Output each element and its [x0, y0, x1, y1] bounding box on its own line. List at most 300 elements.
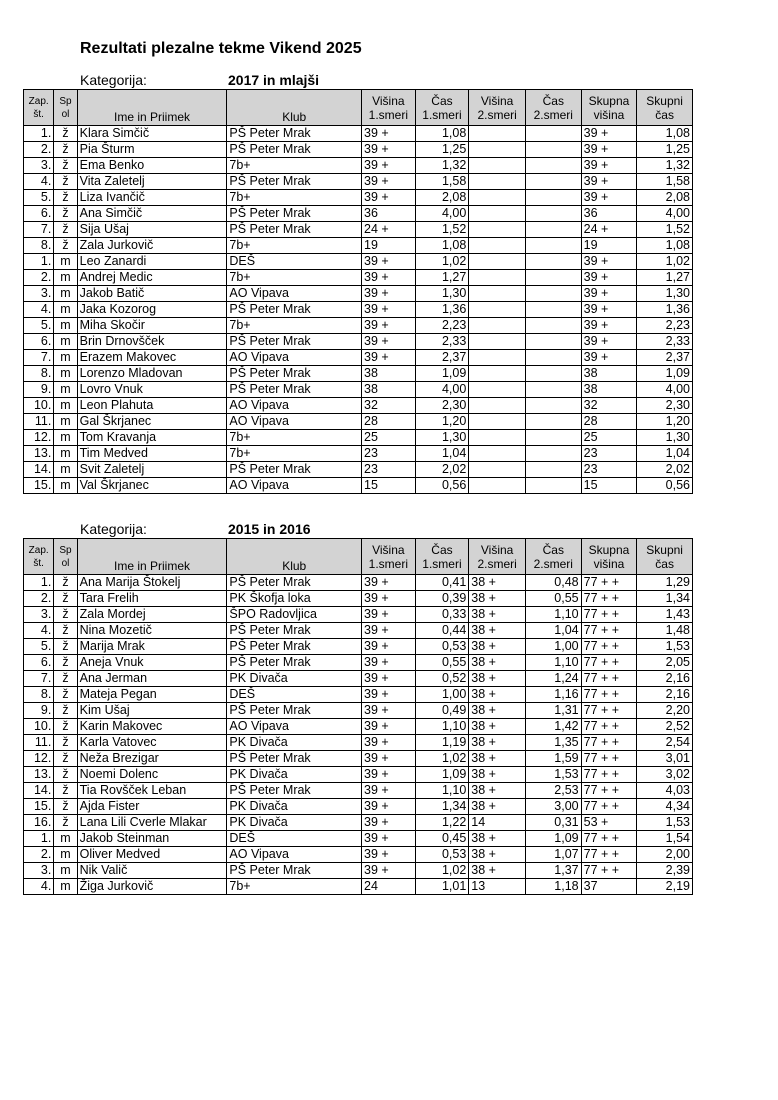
cell-time-route-1: 0,53	[415, 847, 469, 863]
cell-height-route-2	[469, 446, 526, 462]
cell-total-height: 39 +	[581, 142, 637, 158]
cell-time-route-1: 0,41	[415, 575, 469, 591]
cell-total-height: 39 +	[581, 270, 637, 286]
cell-time-route-1: 1,08	[415, 126, 469, 142]
cell-time-route-1: 4,00	[415, 382, 469, 398]
cell-height-route-2: 38 +	[469, 703, 526, 719]
cell-time-route-1: 1,02	[415, 863, 469, 879]
cell-rank: 6.	[24, 334, 54, 350]
cell-height-route-1: 39 +	[362, 270, 416, 286]
cell-height-route-2: 14	[469, 815, 526, 831]
cell-total-time: 2,16	[637, 687, 693, 703]
cell-height-route-1: 38	[362, 366, 416, 382]
cell-height-route-1: 39 +	[362, 623, 416, 639]
cell-total-time: 1,09	[637, 366, 693, 382]
cell-height-route-2: 38 +	[469, 607, 526, 623]
cell-name: Marija Mrak	[77, 639, 227, 655]
cell-name: Jaka Kozorog	[77, 302, 227, 318]
header-time-route-2: Čas 2.smeri	[525, 90, 581, 126]
cell-rank: 5.	[24, 639, 54, 655]
cell-rank: 10.	[24, 719, 54, 735]
cell-gender: m	[54, 254, 77, 270]
cell-club: PŠ Peter Mrak	[227, 302, 362, 318]
cell-height-route-2	[469, 222, 526, 238]
cell-club: DEŠ	[227, 687, 362, 703]
cell-height-route-1: 39 +	[362, 863, 416, 879]
cell-total-time: 1,08	[637, 126, 693, 142]
table-row	[24, 222, 693, 238]
cell-gender: ž	[54, 222, 77, 238]
cell-name: Tom Kravanja	[77, 430, 227, 446]
table-row	[24, 575, 693, 591]
cell-total-time: 2,30	[637, 398, 693, 414]
table-row	[24, 302, 693, 318]
cell-club: PŠ Peter Mrak	[227, 366, 362, 382]
table-row	[24, 735, 693, 751]
cell-rank: 1.	[24, 126, 54, 142]
cell-total-height: 77 + +	[581, 767, 637, 783]
cell-gender: ž	[54, 591, 77, 607]
table-row	[24, 783, 693, 799]
cell-name: Aneja Vnuk	[77, 655, 227, 671]
cell-club: AO Vipava	[227, 847, 362, 863]
cell-time-route-2	[525, 190, 581, 206]
cell-height-route-1: 25	[362, 430, 416, 446]
cell-club: PŠ Peter Mrak	[227, 783, 362, 799]
cell-height-route-1: 39 +	[362, 799, 416, 815]
cell-name: Tim Medved	[77, 446, 227, 462]
cell-total-height: 39 +	[581, 190, 637, 206]
cell-name: Zala Mordej	[77, 607, 227, 623]
cell-height-route-2: 38 +	[469, 687, 526, 703]
cell-total-height: 77 + +	[581, 687, 637, 703]
table-row	[24, 847, 693, 863]
cell-name: Mateja Pegan	[77, 687, 227, 703]
cell-total-time: 2,39	[637, 863, 693, 879]
cell-height-route-1: 39 +	[362, 591, 416, 607]
cell-height-route-1: 28	[362, 414, 416, 430]
cell-club: 7b+	[227, 238, 362, 254]
cell-height-route-2	[469, 286, 526, 302]
cell-total-height: 77 + +	[581, 703, 637, 719]
cell-total-height: 77 + +	[581, 735, 637, 751]
cell-name: Val Škrjanec	[77, 478, 227, 494]
cell-total-height: 25	[581, 430, 637, 446]
cell-gender: ž	[54, 783, 77, 799]
results-body	[24, 126, 693, 494]
cell-total-time: 3,02	[637, 767, 693, 783]
cell-total-height: 39 +	[581, 334, 637, 350]
cell-time-route-2: 3,00	[525, 799, 581, 815]
cell-rank: 12.	[24, 430, 54, 446]
cell-gender: m	[54, 430, 77, 446]
table-row	[24, 190, 693, 206]
cell-height-route-1: 19	[362, 238, 416, 254]
cell-total-height: 39 +	[581, 350, 637, 366]
cell-time-route-1: 0,52	[415, 671, 469, 687]
cell-time-route-1: 0,39	[415, 591, 469, 607]
cell-time-route-2	[525, 382, 581, 398]
cell-height-route-1: 15	[362, 478, 416, 494]
header-height-route-1: Višina 1.smeri	[362, 539, 416, 575]
cell-name: Ana Marija Štokelj	[77, 575, 227, 591]
cell-name: Noemi Dolenc	[77, 767, 227, 783]
cell-club: PŠ Peter Mrak	[227, 334, 362, 350]
cell-time-route-2	[525, 414, 581, 430]
cell-total-time: 0,56	[637, 478, 693, 494]
cell-gender: m	[54, 366, 77, 382]
cell-name: Jakob Steinman	[77, 831, 227, 847]
cell-time-route-1: 1,09	[415, 366, 469, 382]
cell-time-route-1: 0,49	[415, 703, 469, 719]
table-row	[24, 206, 693, 222]
cell-total-height: 37	[581, 879, 637, 895]
cell-height-route-2: 13	[469, 879, 526, 895]
cell-rank: 14.	[24, 462, 54, 478]
cell-gender: m	[54, 334, 77, 350]
cell-height-route-1: 36	[362, 206, 416, 222]
cell-total-time: 2,00	[637, 847, 693, 863]
cell-height-route-2: 38 +	[469, 847, 526, 863]
cell-gender: ž	[54, 206, 77, 222]
cell-name: Andrej Medic	[77, 270, 227, 286]
cell-height-route-1: 39 +	[362, 254, 416, 270]
table-row	[24, 687, 693, 703]
cell-club: 7b+	[227, 879, 362, 895]
cell-club: PŠ Peter Mrak	[227, 142, 362, 158]
cell-total-time: 4,00	[637, 382, 693, 398]
header-height-route-2: Višina 2.smeri	[469, 539, 526, 575]
cell-height-route-2	[469, 462, 526, 478]
cell-time-route-1: 1,02	[415, 751, 469, 767]
cell-club: DEŠ	[227, 831, 362, 847]
cell-club: AO Vipava	[227, 719, 362, 735]
table-row	[24, 414, 693, 430]
cell-total-time: 2,20	[637, 703, 693, 719]
cell-club: AO Vipava	[227, 398, 362, 414]
cell-time-route-2: 1,37	[525, 863, 581, 879]
cell-rank: 4.	[24, 302, 54, 318]
cell-height-route-2	[469, 206, 526, 222]
cell-gender: ž	[54, 575, 77, 591]
cell-rank: 14.	[24, 783, 54, 799]
cell-total-time: 1,30	[637, 430, 693, 446]
cell-name: Ana Jerman	[77, 671, 227, 687]
cell-name: Karla Vatovec	[77, 735, 227, 751]
cell-total-time: 1,36	[637, 302, 693, 318]
cell-rank: 5.	[24, 190, 54, 206]
cell-time-route-1: 2,23	[415, 318, 469, 334]
cell-rank: 4.	[24, 623, 54, 639]
cell-time-route-2	[525, 238, 581, 254]
cell-time-route-2	[525, 302, 581, 318]
cell-total-height: 77 + +	[581, 783, 637, 799]
cell-time-route-2	[525, 270, 581, 286]
cell-rank: 2.	[24, 270, 54, 286]
cell-time-route-1: 1,00	[415, 687, 469, 703]
cell-total-height: 77 + +	[581, 671, 637, 687]
cell-total-height: 32	[581, 398, 637, 414]
cell-total-time: 1,32	[637, 158, 693, 174]
cell-rank: 15.	[24, 478, 54, 494]
cell-time-route-2: 1,00	[525, 639, 581, 655]
cell-rank: 8.	[24, 238, 54, 254]
table-row	[24, 238, 693, 254]
cell-name: Neža Brezigar	[77, 751, 227, 767]
cell-club: ŠPO Radovljica	[227, 607, 362, 623]
cell-name: Karin Makovec	[77, 719, 227, 735]
header-time-route-1: Čas 1.smeri	[415, 90, 469, 126]
cell-total-height: 77 + +	[581, 639, 637, 655]
table-row	[24, 719, 693, 735]
cell-gender: ž	[54, 190, 77, 206]
cell-total-time: 2,05	[637, 655, 693, 671]
cell-gender: ž	[54, 126, 77, 142]
cell-time-route-1: 0,33	[415, 607, 469, 623]
table-row	[24, 350, 693, 366]
cell-height-route-1: 24 +	[362, 222, 416, 238]
cell-name: Nik Valič	[77, 863, 227, 879]
cell-height-route-2: 38 +	[469, 719, 526, 735]
cell-gender: ž	[54, 735, 77, 751]
cell-height-route-2: 38 +	[469, 799, 526, 815]
cell-height-route-1: 24	[362, 879, 416, 895]
cell-total-time: 2,19	[637, 879, 693, 895]
cell-height-route-2	[469, 318, 526, 334]
cell-height-route-1: 39 +	[362, 607, 416, 623]
cell-height-route-1: 23	[362, 446, 416, 462]
cell-total-time: 1,54	[637, 831, 693, 847]
cell-time-route-2	[525, 446, 581, 462]
cell-rank: 3.	[24, 607, 54, 623]
cell-total-time: 2,37	[637, 350, 693, 366]
cell-height-route-2	[469, 174, 526, 190]
header-total-time: Skupni čas	[637, 539, 693, 575]
cell-name: Ajda Fister	[77, 799, 227, 815]
cell-gender: ž	[54, 671, 77, 687]
cell-total-height: 39 +	[581, 126, 637, 142]
cell-height-route-2	[469, 302, 526, 318]
cell-club: AO Vipava	[227, 350, 362, 366]
cell-total-time: 1,29	[637, 575, 693, 591]
cell-club: PŠ Peter Mrak	[227, 206, 362, 222]
cell-time-route-2: 0,31	[525, 815, 581, 831]
table-row	[24, 671, 693, 687]
cell-total-time: 1,04	[637, 446, 693, 462]
cell-name: Ana Simčič	[77, 206, 227, 222]
table-row	[24, 767, 693, 783]
table-header-row	[24, 90, 693, 126]
header-gender: Sp ol	[54, 90, 77, 126]
results-table-2015-in-2016	[23, 538, 693, 895]
cell-height-route-1: 39 +	[362, 655, 416, 671]
cell-time-route-2: 2,53	[525, 783, 581, 799]
cell-time-route-1: 1,30	[415, 430, 469, 446]
cell-time-route-1: 1,02	[415, 254, 469, 270]
cell-time-route-1: 1,20	[415, 414, 469, 430]
cell-gender: m	[54, 286, 77, 302]
cell-height-route-2	[469, 126, 526, 142]
cell-time-route-1: 1,30	[415, 286, 469, 302]
cell-height-route-2: 38 +	[469, 623, 526, 639]
cell-total-time: 2,08	[637, 190, 693, 206]
cell-height-route-1: 39 +	[362, 815, 416, 831]
cell-total-height: 53 +	[581, 815, 637, 831]
cell-time-route-1: 2,30	[415, 398, 469, 414]
cell-height-route-2: 38 +	[469, 783, 526, 799]
cell-total-time: 4,34	[637, 799, 693, 815]
cell-height-route-1: 39 +	[362, 350, 416, 366]
table-row	[24, 382, 693, 398]
cell-club: DEŠ	[227, 254, 362, 270]
results-body	[24, 575, 693, 895]
cell-gender: ž	[54, 799, 77, 815]
cell-height-route-2: 38 +	[469, 751, 526, 767]
table-row	[24, 430, 693, 446]
cell-time-route-1: 1,22	[415, 815, 469, 831]
cell-total-height: 77 + +	[581, 623, 637, 639]
cell-name: Svit Zaletelj	[77, 462, 227, 478]
cell-club: AO Vipava	[227, 286, 362, 302]
table-row	[24, 623, 693, 639]
cell-gender: m	[54, 270, 77, 286]
cell-height-route-2	[469, 478, 526, 494]
table-row	[24, 366, 693, 382]
cell-total-height: 77 + +	[581, 655, 637, 671]
table-row	[24, 639, 693, 655]
cell-time-route-2: 1,42	[525, 719, 581, 735]
cell-height-route-1: 39 +	[362, 190, 416, 206]
cell-height-route-1: 38	[362, 382, 416, 398]
header-time-route-2: Čas 2.smeri	[525, 539, 581, 575]
cell-time-route-1: 2,02	[415, 462, 469, 478]
cell-time-route-2: 1,16	[525, 687, 581, 703]
table-row	[24, 815, 693, 831]
cell-rank: 6.	[24, 655, 54, 671]
header-club: Klub	[227, 539, 362, 575]
cell-time-route-2	[525, 398, 581, 414]
cell-time-route-2	[525, 478, 581, 494]
table-row	[24, 799, 693, 815]
cell-rank: 10.	[24, 398, 54, 414]
cell-rank: 6.	[24, 206, 54, 222]
cell-time-route-2: 1,53	[525, 767, 581, 783]
cell-gender: ž	[54, 142, 77, 158]
cell-height-route-1: 39 +	[362, 142, 416, 158]
cell-height-route-2	[469, 430, 526, 446]
cell-club: 7b+	[227, 446, 362, 462]
cell-time-route-1: 1,34	[415, 799, 469, 815]
cell-rank: 1.	[24, 575, 54, 591]
cell-total-time: 1,08	[637, 238, 693, 254]
cell-time-route-2	[525, 158, 581, 174]
cell-height-route-1: 39 +	[362, 831, 416, 847]
cell-club: 7b+	[227, 270, 362, 286]
cell-height-route-2	[469, 158, 526, 174]
cell-time-route-1: 1,58	[415, 174, 469, 190]
header-total-height: Skupna višina	[581, 539, 637, 575]
cell-club: PŠ Peter Mrak	[227, 703, 362, 719]
table-row	[24, 334, 693, 350]
table-header-row	[24, 539, 693, 575]
table-row	[24, 270, 693, 286]
cell-total-height: 77 + +	[581, 607, 637, 623]
cell-name: Pia Šturm	[77, 142, 227, 158]
header-total-time: Skupni čas	[637, 90, 693, 126]
cell-time-route-1: 0,44	[415, 623, 469, 639]
cell-height-route-2: 38 +	[469, 831, 526, 847]
cell-time-route-2: 1,24	[525, 671, 581, 687]
cell-rank: 9.	[24, 382, 54, 398]
cell-rank: 4.	[24, 174, 54, 190]
cell-gender: m	[54, 831, 77, 847]
cell-height-route-1: 39 +	[362, 318, 416, 334]
cell-rank: 3.	[24, 286, 54, 302]
cell-height-route-1: 39 +	[362, 639, 416, 655]
cell-time-route-2	[525, 254, 581, 270]
cell-height-route-1: 39 +	[362, 126, 416, 142]
cell-time-route-1: 1,36	[415, 302, 469, 318]
cell-rank: 7.	[24, 671, 54, 687]
cell-total-height: 24 +	[581, 222, 637, 238]
cell-time-route-1: 1,01	[415, 879, 469, 895]
cell-name: Erazem Makovec	[77, 350, 227, 366]
cell-total-time: 2,23	[637, 318, 693, 334]
cell-height-route-2	[469, 382, 526, 398]
cell-time-route-2	[525, 318, 581, 334]
table-row	[24, 286, 693, 302]
table-row	[24, 398, 693, 414]
cell-time-route-2	[525, 142, 581, 158]
cell-club: PŠ Peter Mrak	[227, 639, 362, 655]
cell-name: Lorenzo Mladovan	[77, 366, 227, 382]
category-heading	[80, 521, 311, 537]
cell-total-height: 77 + +	[581, 831, 637, 847]
cell-total-height: 39 +	[581, 302, 637, 318]
table-row	[24, 831, 693, 847]
cell-height-route-1: 32	[362, 398, 416, 414]
cell-height-route-1: 39 +	[362, 286, 416, 302]
cell-rank: 3.	[24, 158, 54, 174]
cell-time-route-2: 1,59	[525, 751, 581, 767]
cell-total-time: 2,33	[637, 334, 693, 350]
cell-gender: ž	[54, 767, 77, 783]
cell-time-route-2	[525, 206, 581, 222]
cell-gender: m	[54, 318, 77, 334]
cell-rank: 11.	[24, 414, 54, 430]
cell-total-time: 1,30	[637, 286, 693, 302]
cell-time-route-1: 0,45	[415, 831, 469, 847]
cell-gender: m	[54, 398, 77, 414]
cell-name: Miha Skočir	[77, 318, 227, 334]
category-heading	[80, 72, 319, 88]
header-rank: Zap. št.	[24, 539, 54, 575]
cell-total-time: 4,00	[637, 206, 693, 222]
cell-rank: 2.	[24, 142, 54, 158]
cell-time-route-1: 2,37	[415, 350, 469, 366]
cell-time-route-1: 0,56	[415, 478, 469, 494]
cell-total-time: 1,02	[637, 254, 693, 270]
cell-height-route-2: 38 +	[469, 767, 526, 783]
cell-total-time: 1,20	[637, 414, 693, 430]
cell-gender: m	[54, 847, 77, 863]
cell-rank: 2.	[24, 847, 54, 863]
cell-rank: 2.	[24, 591, 54, 607]
cell-height-route-2	[469, 350, 526, 366]
cell-height-route-1: 39 +	[362, 767, 416, 783]
cell-gender: ž	[54, 174, 77, 190]
cell-rank: 8.	[24, 366, 54, 382]
